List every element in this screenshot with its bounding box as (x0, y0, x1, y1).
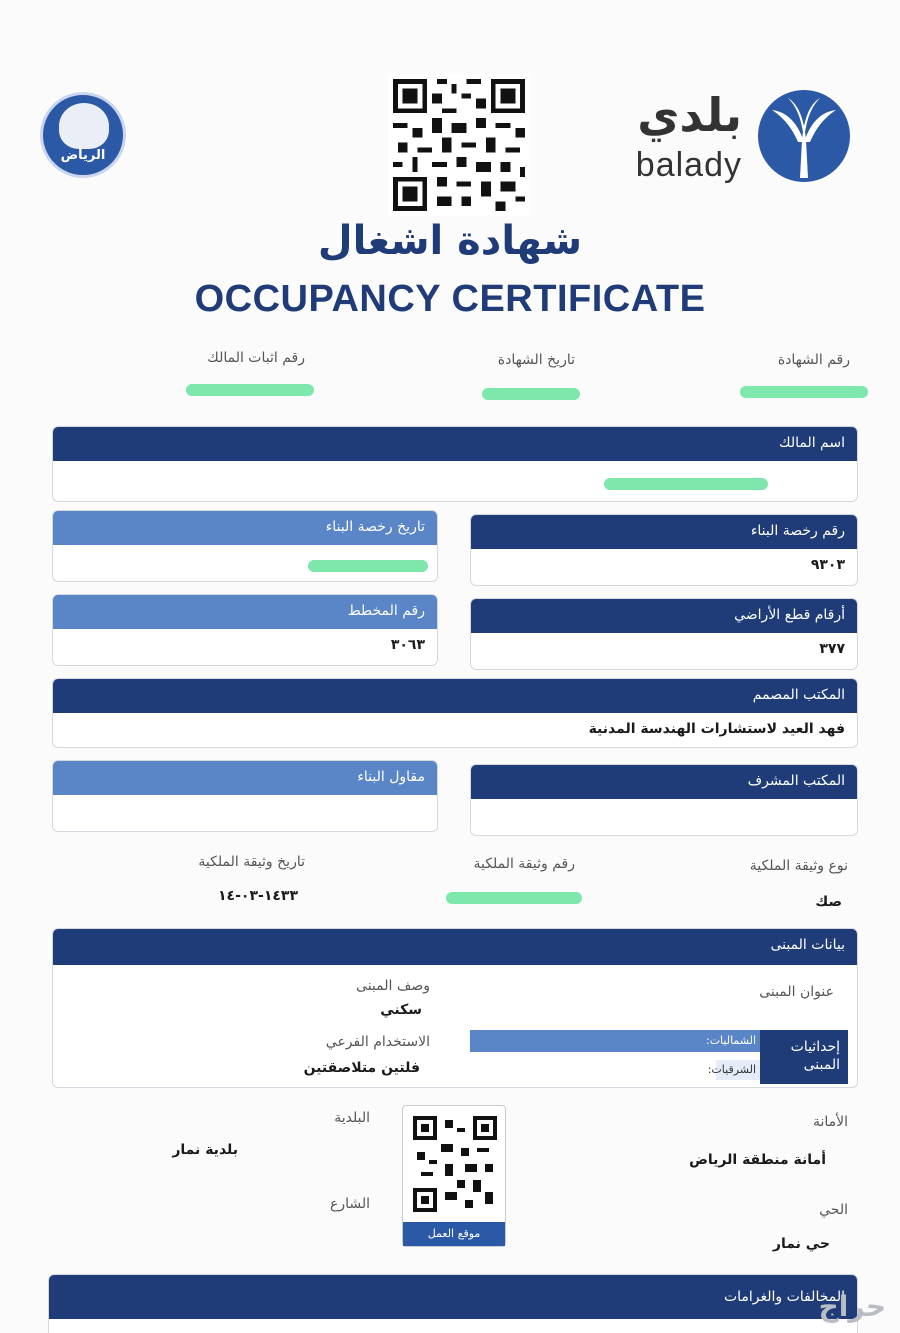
sub-use-value: فلتين متلاصقتين (303, 1060, 420, 1076)
deed-type-value: صك (815, 894, 842, 910)
design-office-label: المكتب المصمم (53, 679, 857, 713)
plot-numbers-label: أرقام قطع الأراضي (471, 599, 857, 633)
street-label: الشارع (329, 1196, 370, 1212)
redaction-mark (186, 384, 314, 396)
north-coordinate-label: الشماليات: (470, 1030, 760, 1052)
emblem-text: الرياض (60, 148, 106, 163)
supervising-office-label: المكتب المشرف (471, 765, 857, 799)
work-location-qr[interactable] (402, 1105, 506, 1247)
redaction-mark (308, 560, 428, 572)
municipality-label: البلدية (334, 1110, 370, 1126)
district-label: الحي (819, 1202, 848, 1218)
brand-arabic: بلدي (637, 88, 742, 142)
owner-name-label: اسم المالك (53, 427, 857, 461)
deed-number-label: رقم وثيقة الملكية (473, 856, 575, 872)
location-qr-code (413, 1116, 497, 1212)
deed-type-label: نوع وثيقة الملكية (749, 858, 848, 874)
deed-date-value: ١٤٣٣-٠٣-١٤ (218, 888, 298, 904)
amanah-value: أمانة منطقة الرياض (689, 1152, 826, 1168)
contractor-panel (52, 760, 438, 832)
riyadh-emblem-logo (40, 92, 126, 178)
emblem-icon (59, 103, 109, 149)
violations-title: المخالفات والغرامات (49, 1275, 857, 1319)
watermark: حراج (818, 1290, 886, 1323)
permit-number-value: ٩٣٠٣ (810, 557, 845, 573)
plan-number-label: رقم المخطط (53, 595, 437, 629)
design-office-value: فهد العيد لاستشارات الهندسة المدنية (588, 721, 845, 737)
contractor-label: مقاول البناء (53, 761, 437, 795)
permit-date-label: تاريخ رخصة البناء (53, 511, 437, 545)
owner-id-label: رقم اثبات المالك (207, 350, 305, 366)
balady-logo (530, 80, 850, 200)
amanah-label: الأمانة (812, 1114, 848, 1130)
redaction-mark (482, 388, 580, 400)
plot-numbers-value: ٣٧٧ (819, 641, 845, 657)
redaction-mark (604, 478, 768, 490)
deed-date-label: تاريخ وثيقة الملكية (198, 854, 305, 870)
title-english: OCCUPANCY CERTIFICATE (194, 278, 706, 320)
supervising-office-panel (470, 764, 858, 836)
plan-number-panel (52, 594, 438, 666)
certificate-qr-code (388, 74, 530, 216)
building-coordinates (470, 1030, 848, 1084)
building-description-label: وصف المبنى (356, 978, 430, 994)
coordinates-title: إحداثيات المبنى (760, 1030, 848, 1084)
plot-numbers-panel (470, 598, 858, 670)
redaction-mark (446, 892, 582, 904)
district-value: حي نمار (772, 1236, 830, 1252)
certificate-date-label: تاريخ الشهادة (497, 352, 575, 368)
sub-use-label: الاستخدام الفرعي (325, 1034, 430, 1050)
owner-name-panel (52, 426, 858, 502)
permit-number-panel (470, 514, 858, 586)
east-coordinate-label: الشرقيات: (716, 1060, 760, 1080)
brand-english: balady (635, 146, 742, 184)
certificate-number-label: رقم الشهادة (777, 352, 850, 368)
redaction-mark (740, 386, 868, 398)
building-data-title: بيانات المبنى (53, 929, 857, 965)
title-arabic: شهادة اشغال (317, 218, 583, 264)
work-location-caption: موقع العمل (403, 1222, 505, 1246)
building-address-label: عنوان المبنى (759, 984, 834, 1000)
violations-panel (48, 1274, 858, 1333)
municipality-value: بلدية نمار (172, 1142, 238, 1158)
plan-number-value: ٣٠٦٣ (390, 637, 425, 653)
building-description-value: سكني (380, 1002, 422, 1018)
permit-number-label: رقم رخصة البناء (471, 515, 857, 549)
palm-tree-icon (758, 90, 850, 182)
design-office-panel (52, 678, 858, 748)
